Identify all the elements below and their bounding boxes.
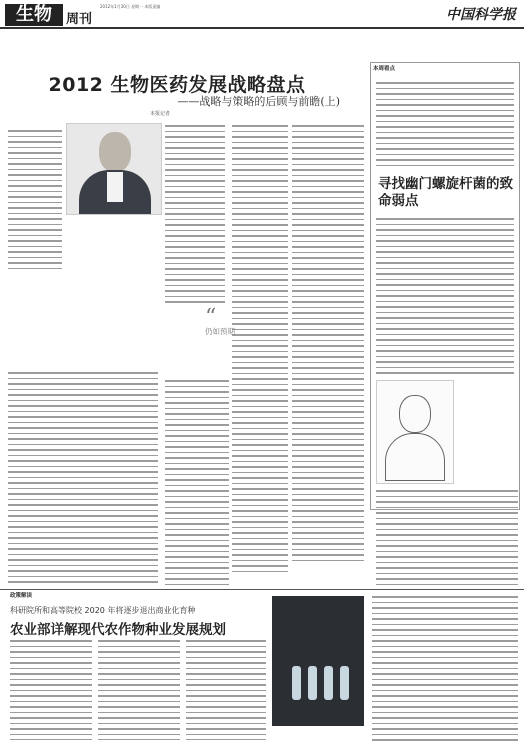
article-column-mid	[165, 380, 229, 585]
right-column-intro	[376, 82, 514, 168]
main-headline: 2012 生物医药发展战略盘点	[48, 74, 306, 96]
right-column-body	[376, 218, 514, 376]
right-column-header: 本周看点	[373, 66, 396, 72]
byline: 本报记者	[150, 111, 171, 117]
article-column-left	[8, 372, 158, 584]
weekly-label: 周刊	[66, 12, 93, 27]
article-column-3	[292, 125, 364, 585]
bottom-article-col-1	[10, 640, 92, 740]
pull-quote-text: 仍如预期	[205, 327, 235, 336]
article-column-1	[165, 125, 225, 305]
newspaper-logo: 中国科学报	[446, 7, 516, 23]
bottom-section-tag: 政策解读	[10, 593, 33, 599]
seed-vial-photo	[272, 596, 364, 726]
right-column-headline: 寻找幽门螺旋杆菌的致命弱点	[378, 176, 513, 209]
bottom-right-article	[372, 596, 518, 742]
bottom-kicker: 科研院所和高等院校 2020 年将逐步退出商业化育种	[10, 606, 196, 615]
sidebar-intro	[8, 130, 62, 273]
section-tab: 生物	[5, 4, 63, 26]
article-column-2	[232, 125, 288, 585]
masthead	[0, 0, 524, 28]
right-column-lower	[376, 490, 518, 586]
quote-mark-icon: “	[205, 305, 217, 330]
masthead-info: 2012年1月30日 星期一 本版责编	[100, 4, 161, 9]
bottom-article-col-3	[186, 640, 266, 740]
bottom-section-rule	[0, 589, 524, 590]
masthead-rule	[0, 27, 524, 29]
main-subhead: ——战略与策略的后顾与前瞻(上)	[177, 95, 340, 108]
bottom-article-col-2	[98, 640, 180, 740]
sketch-portrait	[376, 380, 454, 484]
bottom-headline: 农业部详解现代农作物种业发展规划	[10, 622, 226, 638]
portrait-photo	[66, 123, 162, 215]
pull-quote	[205, 305, 269, 337]
